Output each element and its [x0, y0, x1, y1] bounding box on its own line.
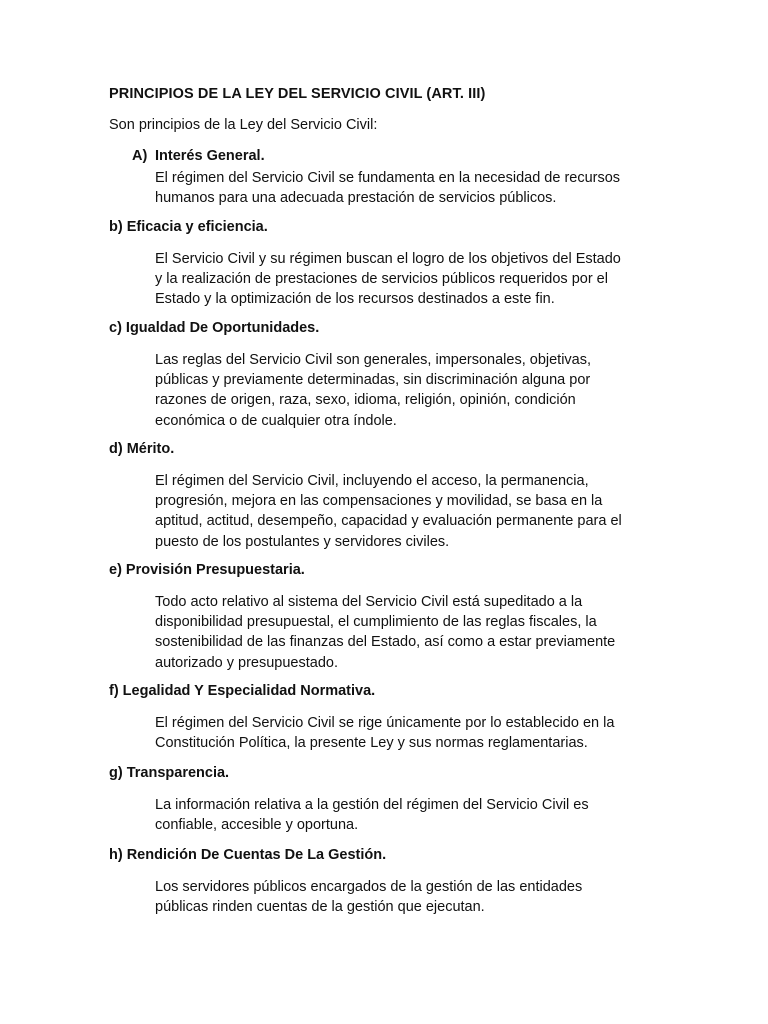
section-paragraph-h [155, 877, 675, 917]
section-paragraph-g [155, 795, 675, 835]
paragraph-line: humanos para una adecuada prestación de servicios públicos. [155, 190, 557, 207]
section-paragraph-d [155, 471, 675, 552]
paragraph-line: progresión, mejora en las compensaciones y movilidad, se basa en la [155, 493, 603, 510]
paragraph-line: públicas y previamente determinadas, sin discriminación alguna por [155, 372, 591, 389]
paragraph-line: razones de origen, raza, sexo, idioma, religión, opinión, condición [155, 392, 576, 409]
document-title: PRINCIPIOS DE LA LEY DEL SERVICIO CIVIL (ART. III) [109, 86, 486, 102]
paragraph-line: disponibilidad presupuestal, el cumplimiento de las reglas fiscales, la [155, 614, 597, 631]
paragraph-line: confiable, accesible y oportuna. [155, 817, 359, 834]
paragraph-line: La información relativa a la gestión del régimen del Servicio Civil es [155, 797, 589, 813]
paragraph-line: Los servidores públicos encargados de la gestión de las entidades [155, 879, 583, 895]
paragraph-line: sostenibilidad de las finanzas del Estado, así como a estar previamente [155, 634, 616, 651]
paragraph-line: El régimen del Servicio Civil se fundamenta en la necesidad de recursos [155, 170, 621, 186]
section-heading-g: g) Transparencia. [109, 765, 230, 781]
section-marker-a: A) [132, 148, 148, 164]
section-paragraph-c [155, 350, 675, 431]
paragraph-line: El Servicio Civil y su régimen buscan el logro de los objetivos del Estado [155, 251, 621, 267]
section-heading-e: e) Provisión Presupuestaria. [109, 562, 305, 578]
paragraph-line: Constitución Política, la presente Ley y sus normas reglamentarias. [155, 735, 588, 752]
paragraph-line: Todo acto relativo al sistema del Servicio Civil está supeditado a la [155, 594, 583, 610]
section-heading-b: b) Eficacia y eficiencia. [109, 219, 268, 235]
section-heading-f: f) Legalidad Y Especialidad Normativa. [109, 683, 376, 699]
paragraph-line: El régimen del Servicio Civil, incluyendo el acceso, la permanencia, [155, 473, 589, 489]
section-heading-h: h) Rendición De Cuentas De La Gestión. [109, 847, 387, 863]
paragraph-line: públicas rinden cuentas de la gestión que ejecutan. [155, 899, 485, 916]
section-paragraph-f [155, 713, 675, 753]
section-heading-d: d) Mérito. [109, 441, 175, 457]
paragraph-line: autorizado y presupuestado. [155, 654, 338, 671]
intro-text: Son principios de la Ley del Servicio Civil: [109, 117, 378, 133]
paragraph-line: Las reglas del Servicio Civil son generales, impersonales, objetivas, [155, 352, 592, 368]
paragraph-line: puesto de los postulantes y servidores civiles. [155, 533, 450, 550]
paragraph-line: económica o de cualquier otra índole. [155, 412, 397, 429]
section-paragraph-b [155, 249, 675, 310]
section-heading-a [132, 148, 265, 164]
section-paragraph-e [155, 592, 675, 673]
section-paragraph-a [155, 168, 675, 208]
section-heading-c: c) Igualdad De Oportunidades. [109, 320, 320, 336]
paragraph-line: Estado y la optimización de los recursos destinados a este fin. [155, 291, 555, 308]
paragraph-line: y la realización de prestaciones de servicios públicos requeridos por el [155, 271, 608, 288]
paragraph-line: aptitud, actitud, desempeño, capacidad y evaluación permanente para el [155, 513, 622, 530]
paragraph-line: El régimen del Servicio Civil se rige únicamente por lo establecido en la [155, 715, 615, 731]
section-heading-text-a: Interés General. [155, 148, 265, 164]
